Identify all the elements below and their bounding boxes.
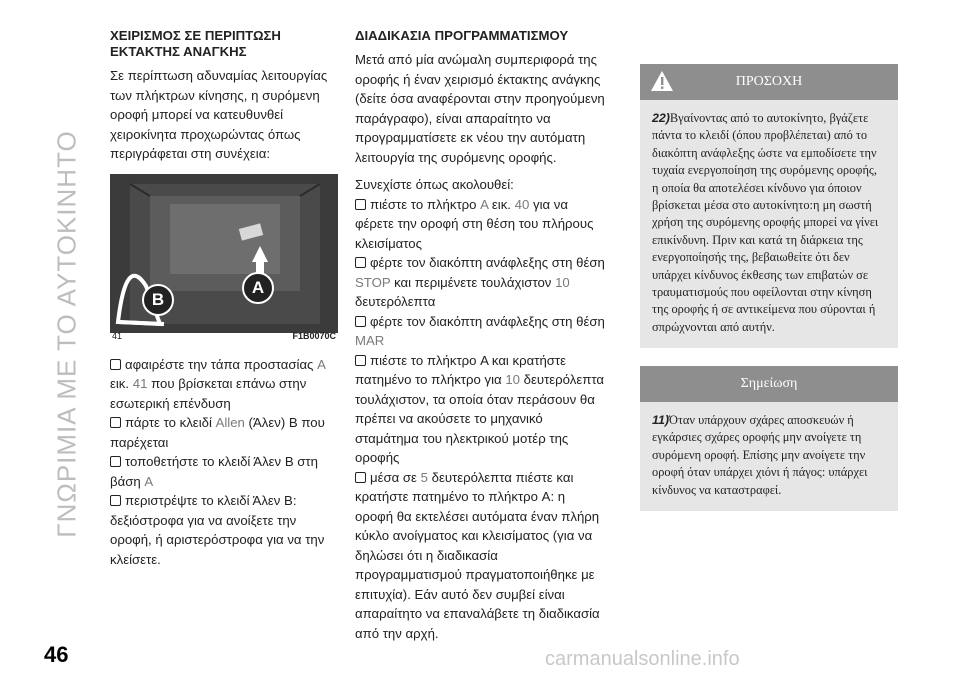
figure-caption (110, 333, 338, 349)
figure-label-a: A (242, 272, 274, 304)
checkbox-icon (355, 316, 366, 327)
emergency-step: τοποθετήστε το κλειδί Άλεν Β στη βάση A (110, 454, 318, 489)
note-body: 11)Όταν υπάρχουν σχάρες αποσκευών ή εγκάρσιες σχάρες οροφής μην ανοίγετε τη συρόμενη οροφή. Επίσης μην ανοίγετε την οροφή όταν υπάρχει χιόνι ή πάγος: υπάρχει κίνδυνος να καταστραφεί. (652, 413, 868, 497)
programming-continue: Συνεχίστε όπως ακολουθεί: (355, 177, 514, 192)
warning-title: ΠΡΟΣΟΧΗ (735, 74, 803, 89)
checkbox-icon (110, 417, 121, 428)
emergency-step: πάρτε το κλειδί Allen (Άλεν) Β που παρέχεται (110, 415, 325, 450)
note-header (640, 366, 898, 402)
programming-step: φέρτε τον διακόπτη ανάφλεξης στη θέση STOP και περιμένετε τουλάχιστον 10 δευτερόλεπτα (355, 255, 605, 309)
programming-intro: Μετά από μία ανώμαλη συμπεριφορά της οροφής ή έναν χειρισμό έκτακτης ανάγκης (δείτε όσα αναφέρονται στην προηγούμενη παράγραφο), είναι απαραίτητο να προγραμματίσετε εκ νέου την αυτόματη λειτουργία της συρόμενης οροφής. (355, 52, 605, 165)
figure-code: F1B0070C (292, 331, 336, 341)
programming-heading: ΔΙΑΔΙΚΑΣΙΑ ΠΡΟΓΡΑΜΜΑΤΙΣΜΟΥ (355, 28, 569, 43)
warning-body: 22)Βγαίνοντας από το αυτοκίνητο, βγάζετε πάντα το κλειδί (όπου προβλέπεται) από το διακόπτη ανάφλεξης ώστε να εμποδίσετε την τυχαία ενεργοποίηση της συρόμενης οροφής, η οποία θα αποτελέσει κίνδυνο για όποιον βρίσκεται μέσα στο αυτοκίνητο:η μη σωστή χρήση της συρόμενης οροφής μπορεί να γίνει επικίνδυνη. Πριν και κατά τη διάρκεια της ενεργοποίησής της, βεβαιωθείτε ότι δεν υπάρχει κίνδυνος έκθεσης των επιβατών σε τραυματισμούς που οφείλονται στην κίνηση της οροφής ή σε αντικείμενα που σύρονται ή σπρώχνονται από αυτήν. (652, 111, 879, 334)
warning-box (640, 64, 898, 348)
programming-step: πιέστε το πλήκτρο A εικ. 40 για να φέρετε την οροφή στη θέση του πλήρους κλεισίματος (355, 196, 594, 251)
emergency-intro: Σε περίπτωση αδυναμίας λειτουργίας των πλήκτρων κίνησης, η συρόμενη οροφή μπορεί να κατευθυνθεί χειροκίνητα προχωρώντας όπως περιγράφεται στη συνέχεια: (110, 68, 328, 161)
emergency-step: περιστρέψτε το κλειδί Άλεν Β: δεξιόστροφα για να ανοίξετε την οροφή, ή αριστερόστροφα για να την κλείσετε. (110, 493, 325, 567)
emergency-heading: ΧΕΙΡΙΣΜΟΣ ΣΕ ΠΕΡΙΠΤΩΣΗ ΕΚΤΑΚΤΗΣ ΑΝΑΓΚΗΣ (110, 28, 281, 59)
emergency-column (110, 28, 336, 569)
note-box (640, 366, 898, 511)
programming-column (355, 28, 605, 643)
warning-header (640, 64, 898, 100)
emergency-step: αφαιρέστε την τάπα προστασίας A εικ. 41 που βρίσκεται επάνω στην εσωτερική επένδυση (110, 356, 326, 411)
sunroof-figure (110, 174, 338, 349)
programming-step: πιέστε το πλήκτρο A και κρατήστε πατημένο το πλήκτρο για 10 δευτερόλεπτα τουλάχιστον, τα οποία όταν περάσουν θα πρέπει να ακούσετε το μηχανικό σταμάτημα του ηλεκτρικού μοτέρ της οροφής (355, 352, 604, 465)
checkbox-icon (355, 257, 366, 268)
page-number: 46 (44, 642, 69, 667)
checkbox-icon (110, 359, 121, 370)
checkbox-icon (355, 472, 366, 483)
warning-triangle-icon (650, 70, 674, 92)
programming-step: φέρτε τον διακόπτη ανάφλεξης στη θέση MAR (355, 313, 605, 348)
programming-step: μέσα σε 5 δευτερόλεπτα πιέστε και κρατήστε πατημένο το πλήκτρο A: η οροφή θα εκτελέσει αυτόματα έναν πλήρη κύκλο ανοίγματος και κλεισίματος (για να δηλώσει ότι η διαδικασία προγραμματισμού πραγματοποιήθηκε με επιτυχία). Εάν αυτό δεν συμβεί είναι απαραίτητο να επαναλάβετε τη διαδικασία από την αρχή. (355, 469, 600, 641)
checkbox-icon (110, 495, 121, 506)
checkbox-icon (355, 199, 366, 210)
figure-number: 41 (112, 331, 123, 341)
section-side-title: ΓΝΩΡΙΜΙΑ ΜΕ ΤΟ ΑΥΤΟΚΙΝΗΤΟ (51, 130, 82, 538)
watermark: carmanualsonline.info (545, 648, 740, 670)
checkbox-icon (110, 456, 121, 467)
figure-label-b: B (142, 284, 174, 316)
note-title: Σημείωση (740, 376, 798, 391)
checkbox-icon (355, 355, 366, 366)
sunroof-illustration (110, 174, 338, 349)
